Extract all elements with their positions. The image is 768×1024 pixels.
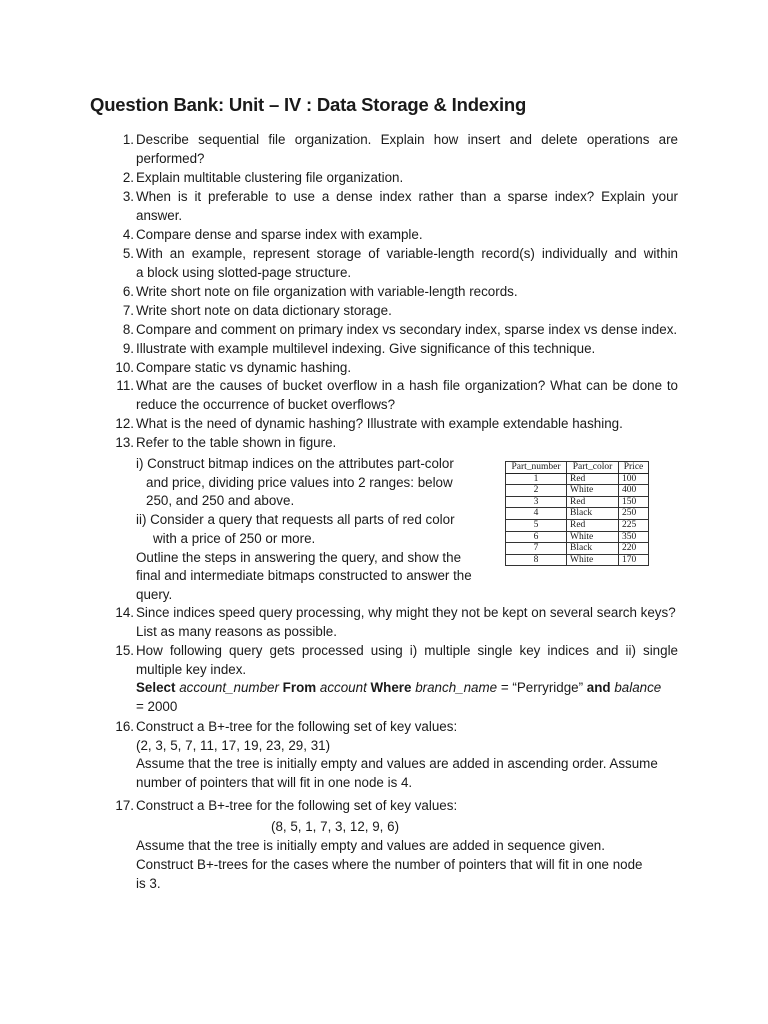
question-number: 1. <box>122 132 134 147</box>
question-text-line: What is the need of dynamic hashing? Illustrate with example extendable hashing. <box>136 416 623 431</box>
question-text-line: Compare dense and sparse index with example. <box>136 227 423 242</box>
sql-relation: account <box>319 680 367 696</box>
question-text-line: Illustrate with example multilevel indexing. Give significance of this technique. <box>136 341 596 356</box>
question-number: 16. <box>115 719 134 734</box>
question-text-line: Compare and comment on primary index vs secondary index, sparse index vs dense index. <box>136 322 678 337</box>
question-number: 8. <box>122 322 134 337</box>
table-cell: 4 <box>506 508 567 520</box>
table-header-row <box>506 462 649 474</box>
table-cell: 5 <box>506 519 567 531</box>
question-text-line: Construct a B+-tree for the following set of key values: <box>136 798 458 813</box>
table-row <box>506 508 649 520</box>
table-cell: 2 <box>506 485 567 497</box>
table-cell: 1 <box>506 473 567 485</box>
table-cell: 100 <box>619 473 649 485</box>
question-text-line: Refer to the table shown in figure. <box>136 435 337 450</box>
question-text-line: reduce the occurrence of bucket overflows? <box>136 396 396 412</box>
question-item <box>108 245 678 282</box>
table-row <box>506 519 649 531</box>
table-row <box>506 473 649 485</box>
sql-attribute: branch_name <box>415 680 498 696</box>
sql-condition: = 2000 <box>136 699 178 715</box>
question-text-line: Construct a B+-tree for the following set of key values: <box>136 719 458 734</box>
table-cell: Red <box>567 473 619 485</box>
table-cell: 8 <box>506 554 567 566</box>
question-item <box>108 302 678 321</box>
sql-keyword: and <box>586 680 611 696</box>
question-number: 3. <box>122 189 134 204</box>
q13-outline-line: query. <box>136 586 173 602</box>
table-header-cell: Part_color <box>567 462 619 474</box>
question-14 <box>108 604 678 641</box>
table-row <box>506 531 649 543</box>
question-number: 15. <box>115 643 134 658</box>
question-text-line: With an example, represent storage of variable-length record(s) individually and within <box>136 246 678 261</box>
table-cell: 350 <box>619 531 649 543</box>
question-item <box>108 226 678 245</box>
sql-keyword: From <box>282 680 317 696</box>
question-text-line: Assume that the tree is initially empty and values are added in ascending order. Assume <box>136 756 658 772</box>
question-item <box>108 188 678 225</box>
question-item <box>108 415 678 434</box>
question-text-line: Write short note on data dictionary storage. <box>136 303 392 318</box>
question-text-line: Write short note on file organization with variable-length records. <box>136 284 518 299</box>
sql-keyword: Select <box>136 680 176 696</box>
question-item <box>108 359 678 378</box>
question-number: 4. <box>122 227 134 242</box>
table-header-cell: Price <box>619 462 649 474</box>
sql-attribute: balance <box>614 680 662 696</box>
question-item <box>108 169 678 188</box>
table-row <box>506 554 649 566</box>
question-text-line: Explain multitable clustering file organization. <box>136 170 404 185</box>
table-cell: 7 <box>506 543 567 555</box>
question-text-line: Assume that the tree is initially empty and values are added in sequence given. <box>136 838 605 854</box>
question-number: 9. <box>122 341 134 356</box>
q13-part-i-line: 250, and 250 and above. <box>146 493 295 509</box>
table-cell: Red <box>567 496 619 508</box>
question-text-line: List as many reasons as possible. <box>136 623 337 639</box>
key-values: (2, 3, 5, 7, 11, 17, 19, 23, 29, 31) <box>136 737 331 753</box>
question-number: 17. <box>115 798 134 813</box>
question-text-line: Compare static vs dynamic hashing. <box>136 360 352 375</box>
question-item <box>108 377 678 414</box>
table-cell: Black <box>567 543 619 555</box>
question-16 <box>108 718 678 793</box>
table-row <box>506 485 649 497</box>
question-number: 2. <box>122 170 134 185</box>
question-15 <box>108 642 678 717</box>
table-cell: Red <box>567 519 619 531</box>
question-text-line: How following query gets processed using i) multiple single key indices and ii) single <box>136 643 678 658</box>
question-text-line: multiple key index. <box>136 661 247 677</box>
question-number: 10. <box>115 360 134 375</box>
page-title: Question Bank: Unit – IV : Data Storage & Indexing <box>90 94 527 115</box>
key-values: (8, 5, 1, 7, 3, 12, 9, 6) <box>271 818 400 834</box>
question-number: 5. <box>122 246 134 261</box>
question-text-line: Construct B+-trees for the cases where the number of pointers that will fit in one node <box>136 857 643 873</box>
question-number: 13. <box>115 435 134 450</box>
table-cell: 170 <box>619 554 649 566</box>
question-text-line: is 3. <box>136 875 161 891</box>
q13-outline-line: Outline the steps in answering the query, and show the <box>136 549 462 565</box>
question-item <box>108 321 678 340</box>
question-text-line: performed? <box>136 150 205 166</box>
table-header-cell: Part_number <box>506 462 567 474</box>
question-item <box>108 340 678 359</box>
table-cell: 220 <box>619 543 649 555</box>
q13-part-i-line: and price, dividing price values into 2 ranges: below <box>146 474 453 490</box>
sql-query <box>136 679 678 698</box>
question-number: 12. <box>115 416 134 431</box>
question-text-line: answer. <box>136 207 183 223</box>
q13-outline-line: final and intermediate bitmaps constructed to answer the <box>136 568 472 584</box>
question-text-line: When is it preferable to use a dense index rather than a sparse index? Explain your <box>136 189 678 204</box>
question-number: 11. <box>116 378 134 393</box>
question-text-line: a block using slotted-page structure. <box>136 264 352 280</box>
question-item <box>108 434 678 453</box>
question-text-line: Since indices speed query processing, why might they not be kept on several search keys? <box>136 605 676 620</box>
sql-attribute: account_number <box>179 680 279 696</box>
table-cell: White <box>567 531 619 543</box>
table-cell: 400 <box>619 485 649 497</box>
question-number: 6. <box>122 284 134 299</box>
question-17 <box>108 797 678 894</box>
table-cell: Black <box>567 508 619 520</box>
parts-figure-table <box>505 461 649 566</box>
table-cell: White <box>567 554 619 566</box>
q13-part-ii-line: with a price of 250 or more. <box>153 530 316 546</box>
question-text-line: Describe sequential file organization. Explain how insert and delete operations are <box>136 132 678 147</box>
table-cell: 225 <box>619 519 649 531</box>
question-text-line: What are the causes of bucket overflow in a hash file organization? What can be done to <box>136 378 678 393</box>
question-number: 7. <box>122 303 134 318</box>
sql-condition: = “Perryridge” <box>500 680 584 696</box>
question-item <box>108 283 678 302</box>
table-cell: 150 <box>619 496 649 508</box>
q13-part-i-line: i) Construct bitmap indices on the attributes part-color <box>136 456 454 471</box>
table-cell: 6 <box>506 531 567 543</box>
table-cell: 250 <box>619 508 649 520</box>
question-number: 14. <box>115 605 134 620</box>
q13-part-ii-line: ii) Consider a query that requests all parts of red color <box>136 512 455 528</box>
table-cell: White <box>567 485 619 497</box>
question-item <box>108 131 678 168</box>
table-row <box>506 543 649 555</box>
question-text-line: number of pointers that will fit in one node is 4. <box>136 775 413 791</box>
table-row <box>506 496 649 508</box>
sql-keyword: Where <box>370 680 412 696</box>
table-cell: 3 <box>506 496 567 508</box>
